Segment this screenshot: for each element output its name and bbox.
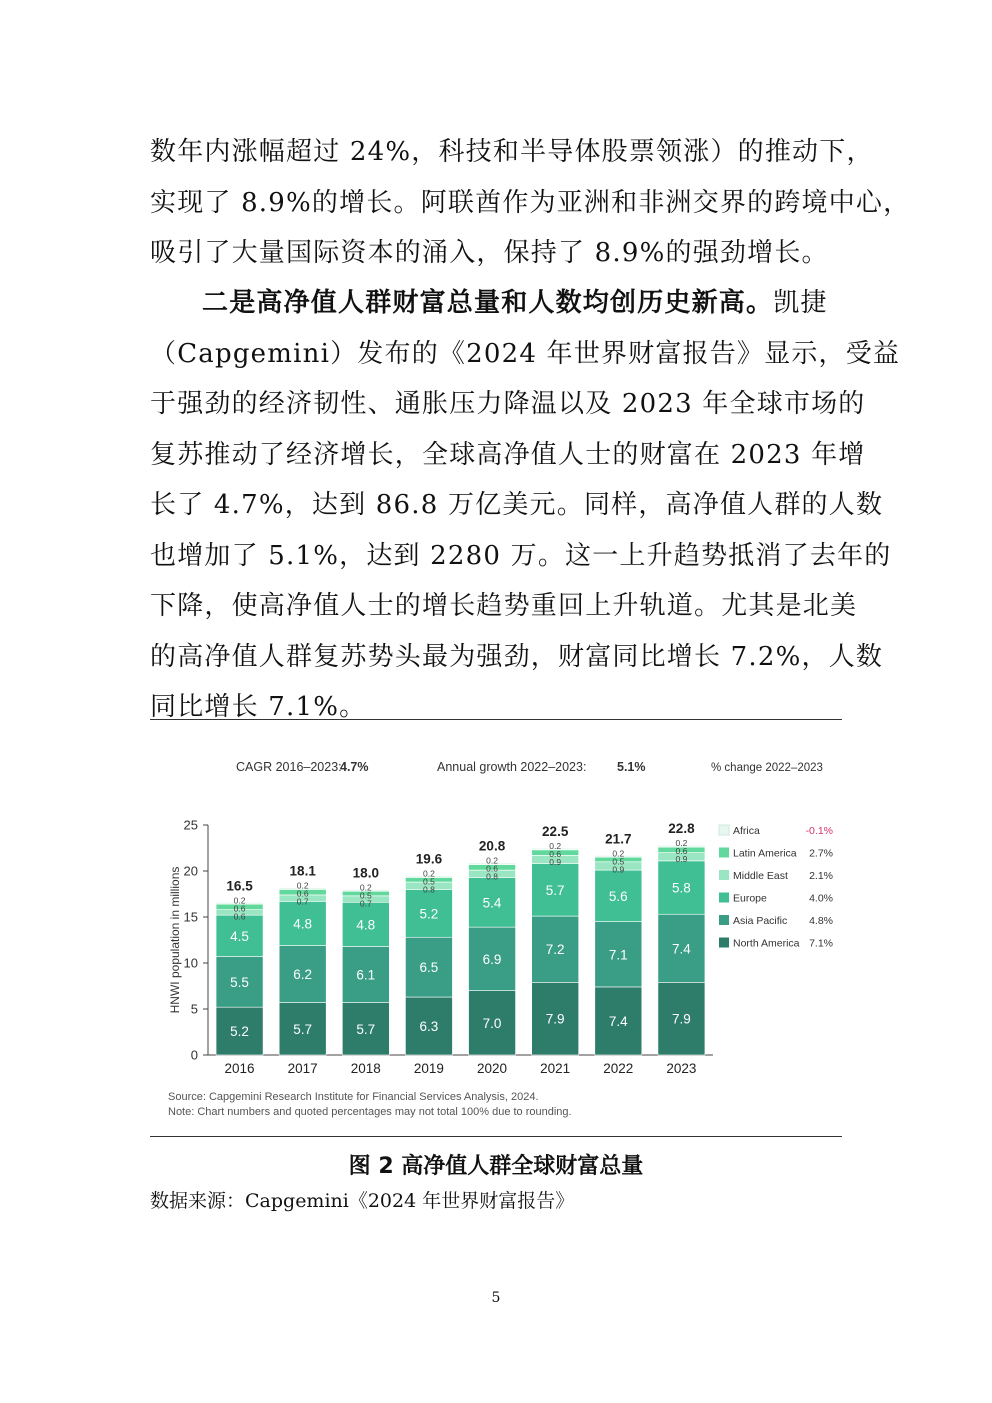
x-tick-label: 2021 — [540, 1061, 571, 1076]
annual-growth-label: Annual growth 2022–2023: — [437, 760, 587, 774]
paragraph-1-line: 数年内涨幅超过 24%，科技和半导体股票领涨）的推动下， — [150, 137, 874, 167]
annual-growth-value: 5.1% — [617, 760, 646, 774]
x-tick-label: 2023 — [666, 1061, 697, 1076]
bar-total-label: 22.8 — [668, 821, 695, 837]
bar-value-label: 5.5 — [230, 974, 249, 990]
bar-value-label: 7.4 — [672, 941, 691, 957]
cagr-value: 4.7% — [340, 760, 369, 774]
figure-caption: 图 2 高净值人群全球财富总量 — [348, 1154, 644, 1179]
legend-swatch — [719, 938, 729, 948]
x-tick-label: 2019 — [413, 1061, 444, 1076]
legend-change: -0.1% — [805, 825, 833, 837]
page-number: 5 — [491, 1290, 501, 1306]
legend-label: Asia Pacific — [733, 915, 788, 927]
legend-label: Middle East — [733, 870, 788, 882]
chart-rounding-note: Note: Chart numbers and quoted percentages may not total 100% due to rounding. — [168, 1106, 572, 1118]
change-header: % change 2022–2023 — [711, 762, 823, 774]
bar-total-label: 21.7 — [605, 831, 632, 847]
x-tick-label: 2018 — [350, 1061, 381, 1076]
chart-figure — [150, 744, 842, 1136]
bar-small-label-latin-america: 0.5 — [359, 890, 372, 901]
bar-value-label: 7.0 — [482, 1015, 502, 1031]
bar-small-label-latin-america: 0.5 — [423, 876, 435, 887]
data-source: 数据来源：Capgemini《2024 年世界财富报告》 — [150, 1190, 575, 1212]
bar-small-label-middle-east: 0.8 — [486, 871, 498, 882]
x-tick-label: 2017 — [287, 1061, 318, 1076]
y-axis-label: HNWI population in millions — [168, 866, 182, 1014]
legend-change: 7.1% — [809, 937, 833, 950]
chart-top-rule — [150, 719, 842, 720]
legend-swatch — [719, 848, 729, 858]
y-tick-label: 10 — [183, 955, 198, 971]
bar-value-label: 6.2 — [293, 967, 313, 983]
y-tick-label: 20 — [183, 863, 198, 879]
legend-change: 2.1% — [809, 870, 833, 882]
paragraph-2-first-line — [150, 278, 850, 329]
bar-total-label: 16.5 — [226, 878, 253, 894]
chart-source-note: Source: Capgemini Research Institute for Financial Services Analysis, 2024. — [168, 1091, 539, 1103]
bar-small-label-africa: 0.2 — [423, 868, 435, 879]
bar-small-label-africa: 0.2 — [612, 848, 625, 859]
bar-value-label: 5.2 — [230, 1024, 249, 1040]
bar-small-label-africa: 0.2 — [359, 882, 372, 893]
bar-value-label: 5.2 — [419, 906, 439, 922]
bar-value-label: 6.9 — [482, 951, 502, 967]
bar-total-label: 20.8 — [478, 838, 506, 854]
bar-value-label: 5.7 — [356, 1021, 376, 1037]
paragraph-1-line: 实现了 8.9%的增长。阿联酋作为亚洲和非洲交界的跨境中心， — [150, 187, 911, 218]
legend-swatch — [719, 893, 729, 903]
bar-small-label-africa: 0.2 — [675, 838, 688, 849]
legend-change: 4.0% — [809, 892, 833, 905]
paragraph-2-line: 的高净值人群复苏势头最为强劲，财富同比增长 7.2%，人数 — [150, 641, 884, 672]
paragraph-1 — [150, 127, 911, 279]
legend-change: 4.8% — [809, 915, 833, 927]
bar-small-label-middle-east: 0.6 — [233, 911, 246, 922]
bar-small-label-africa: 0.2 — [486, 855, 498, 866]
bar-value-label: 5.6 — [608, 888, 628, 904]
hnwi-population-chart — [150, 744, 842, 1136]
legend-label: Africa — [733, 825, 760, 837]
bar-small-label-middle-east: 0.8 — [423, 884, 435, 895]
paragraph-2 — [150, 278, 901, 733]
bar-value-label: 7.9 — [545, 1011, 565, 1027]
legend-swatch — [719, 870, 729, 880]
legend-swatch — [719, 825, 729, 835]
bar-total-label: 22.5 — [542, 824, 569, 839]
paragraph-2-line: 也增加了 5.1%，达到 2280 万。这一上升趋势抵消了去年的 — [150, 540, 892, 571]
x-tick-label: 2022 — [603, 1061, 634, 1076]
paragraph-2-line: （Capgemini）发布的《2024 年世界财富报告》显示，受益 — [150, 338, 901, 369]
legend-swatch — [719, 915, 729, 925]
bar-total-label: 18.0 — [352, 865, 379, 881]
y-tick-label: 5 — [190, 1001, 198, 1017]
x-tick-label: 2016 — [224, 1061, 255, 1076]
bar-value-label: 6.5 — [419, 960, 439, 976]
bar-small-label-latin-america: 0.6 — [675, 846, 688, 857]
bar-small-label-middle-east: 0.9 — [549, 857, 562, 867]
paragraph-2-bold-lead: 二是高净值人群财富总量和人数均创历史新高。 — [202, 288, 774, 318]
bar-value-label: 4.8 — [356, 917, 376, 933]
bar-small-label-latin-america: 0.5 — [612, 856, 625, 867]
x-tick-label: 2020 — [477, 1061, 508, 1076]
bar-value-label: 6.1 — [356, 967, 376, 983]
bar-value-label: 7.1 — [608, 947, 628, 963]
paragraph-2-line: 同比增长 7.1%。 — [150, 692, 367, 722]
paragraph-1-line: 吸引了大量国际资本的涌入，保持了 8.9%的强劲增长。 — [150, 238, 829, 268]
y-tick-label: 25 — [183, 817, 198, 833]
bar-small-label-latin-america: 0.6 — [296, 888, 309, 899]
legend-label: Latin America — [733, 847, 797, 860]
bar-small-label-africa: 0.2 — [233, 895, 246, 906]
bar-value-label: 7.4 — [608, 1013, 628, 1029]
paragraph-2-line: 复苏推动了经济增长，全球高净值人士的财富在 2023 年增 — [150, 439, 866, 470]
paragraph-2-line: 下降，使高净值人士的增长趋势重回上升轨道。尤其是北美 — [150, 591, 858, 621]
bar-small-label-latin-america: 0.6 — [233, 903, 246, 914]
chart-bottom-rule — [150, 1136, 842, 1137]
bar-value-label: 5.8 — [672, 880, 691, 896]
y-tick-label: 0 — [190, 1047, 198, 1063]
bar-small-label-middle-east: 0.9 — [675, 854, 688, 865]
bar-value-label: 6.3 — [419, 1019, 439, 1035]
bar-value-label: 5.4 — [482, 895, 502, 911]
paragraph-2-line: 长了 4.7%，达到 86.8 万亿美元。同样，高净值人群的人数 — [150, 490, 884, 520]
bar-small-label-latin-america: 0.6 — [486, 863, 498, 874]
legend-label: Europe — [733, 892, 767, 905]
paragraph-2-first-line-rest: 凯捷 — [773, 288, 828, 318]
bar-small-label-middle-east: 0.7 — [359, 898, 372, 909]
bar-small-label-africa: 0.2 — [549, 841, 562, 851]
bar-small-label-africa: 0.2 — [296, 880, 309, 891]
bar-small-label-middle-east: 0.7 — [296, 896, 309, 907]
bar-small-label-latin-america: 0.6 — [549, 849, 562, 859]
bar-value-label: 7.2 — [545, 942, 565, 958]
bar-value-label: 5.7 — [545, 882, 565, 898]
y-tick-label: 15 — [183, 909, 198, 925]
bar-value-label: 7.9 — [672, 1011, 691, 1027]
bar-total-label: 19.6 — [415, 851, 443, 867]
bar-value-label: 4.5 — [230, 928, 249, 944]
legend-label: North America — [733, 937, 800, 950]
cagr-label: CAGR 2016–2023: — [236, 760, 342, 774]
legend-change: 2.7% — [809, 847, 833, 860]
bar-value-label: 5.7 — [293, 1021, 313, 1037]
bar-small-label-middle-east: 0.9 — [612, 864, 625, 875]
bar-total-label: 18.1 — [289, 863, 316, 879]
paragraph-2-line: 于强劲的经济韧性、通胀压力降温以及 2023 年全球市场的 — [150, 389, 866, 419]
bar-value-label: 4.8 — [293, 916, 313, 932]
